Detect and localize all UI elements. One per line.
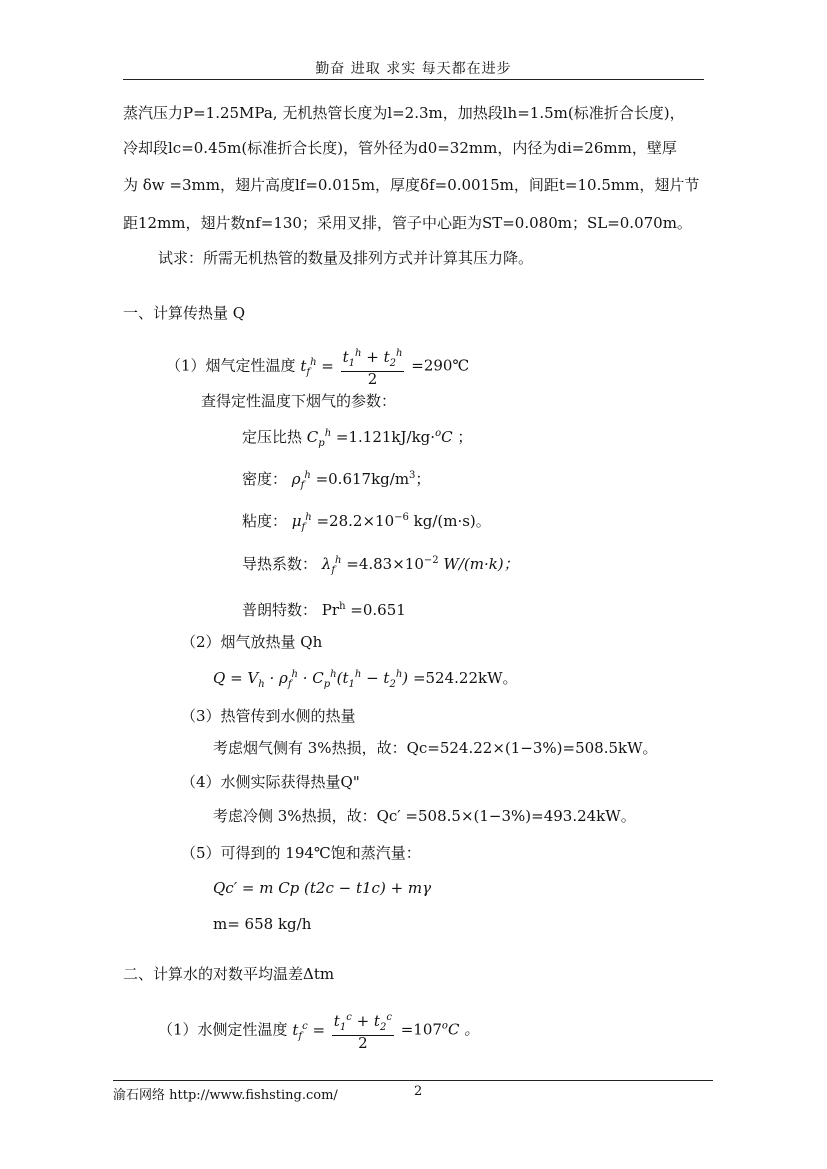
section-2-title: 二、计算水的对数平均温差Δtm — [123, 965, 335, 983]
s2-water-temp: （1）水侧定性温度 $t_f^c$ = $\frac{t_1^c + t_2^c}{2}$ $=107^oC$ 。 — [158, 1012, 480, 1052]
cp-symbol: $C_p^h$ — [306, 428, 332, 449]
cp-line: 定压比热 $C_p^h =1.121kJ/kg\cdot^oC$ ； — [242, 428, 473, 449]
s5-result: m= 658 kg/h — [213, 915, 312, 933]
conductivity-label: 导热系数： — [242, 555, 318, 573]
prandtl-value: =0.651 — [350, 601, 406, 619]
tf-symbol: $t_f^h$ = — [300, 356, 334, 378]
density-value: =0.617kg/m — [315, 470, 410, 488]
intro-line-2: 冷却段lc=0.45m(标准折合长度)，管外径为d0=32mm，内径为di=26mm，壁厚 — [123, 139, 677, 157]
s4-label: （4）水侧实际获得热量Q" — [181, 773, 360, 791]
density-label: 密度： — [242, 470, 288, 488]
intro-line-1: 蒸汽压力P=1.25MPa, 无机热管长度为l=2.3m，加热段lh=1.5m(标准折合长度)， — [123, 104, 685, 122]
s5-label: （5）可得到的 194℃饱和蒸汽量： — [181, 844, 421, 862]
fraction — [341, 346, 405, 387]
intro-line-3: 为 δw =3mm，翅片高度lf=0.015m，厚度δf=0.0015m，间距t=10.5mm，翅片节 — [123, 176, 700, 194]
s1-label: （1）烟气定性温度 — [166, 356, 296, 375]
s1-result: =290℃ — [411, 356, 470, 375]
fraction-numerator: $t_1^c + t_2^c$ — [332, 1010, 394, 1036]
viscosity-value: =28.2×10 — [316, 512, 395, 530]
footer-site: 渝石网络 http://www.fishsting.com/ — [113, 1088, 338, 1103]
section-1-title: 一、计算传热量 Q — [123, 304, 246, 322]
s2-s1-result: =107 — [400, 1020, 442, 1039]
s4-text: 考虑冷侧 3%热损，故：Qc′ =508.5×(1−3%)=493.24kW。 — [213, 807, 636, 825]
s3-text: 考虑烟气侧有 3%热损，故：Qc=524.22×(1−3%)=508.5kW。 — [213, 739, 658, 757]
cp-value: =1.121kJ/kg· — [335, 428, 436, 446]
s2-label: （2）烟气放热量 Qh — [181, 633, 323, 651]
fraction — [332, 1010, 394, 1051]
page-header: 勤奋 进取 求实 每天都在进步 — [315, 61, 512, 77]
page-number: 2 — [414, 1084, 423, 1099]
intro-question: 试求：所需无机热管的数量及排列方式并计算其压力降。 — [158, 249, 534, 267]
density-line: 密度： $\rho_f^h =0.617kg/m^3$； — [242, 470, 431, 491]
fraction-numerator: $t_1^h + t_2^h$ — [341, 346, 405, 372]
header-rule — [123, 79, 704, 80]
tfc-symbol: $t_f^c$ = — [292, 1020, 326, 1042]
s1-lookup: 查得定性温度下烟气的参数： — [201, 392, 397, 410]
prandtl-line: 普朗特数： Pr$^h$ =0.651 — [242, 601, 406, 619]
s2-s1-label: （1）水侧定性温度 — [158, 1020, 288, 1039]
conductivity-line: 导热系数： $\lambda_f^h =4.83\times 10^{-2}$ W/(m·k)； — [242, 555, 519, 576]
s2-eq-result: =524.22kW。 — [412, 669, 518, 687]
intro-line-4: 距12mm，翅片数nf=130；采用叉排，管子中心距为ST=0.080m；SL=0.070m。 — [123, 214, 692, 232]
s2-s1-unit: C 。 — [447, 1020, 480, 1039]
viscosity-line: 粘度： $\mu_f^h =28.2\times 10^{-6}$ kg/(m·s)。 — [242, 512, 491, 533]
prandtl-label: 普朗特数： — [242, 601, 318, 619]
s3-label: （3）热管传到水侧的热量 — [181, 707, 356, 725]
s5-equation: Qc′ = m Cp (t2c − t1c) + mγ — [213, 879, 432, 897]
fraction-denominator: 2 — [358, 1034, 368, 1052]
rho-symbol: $\rho_f^h$ — [291, 470, 311, 491]
s2-eq-lhs: $Q = V_h \cdot \rho_f^h \cdot C_p^h(t_1^h - t_2^h)$ — [213, 669, 409, 690]
prandtl-symbol: Pr — [321, 601, 340, 619]
cp-label: 定压比热 — [242, 428, 303, 446]
footer-rule — [113, 1080, 713, 1081]
cp-unit: $^o$C — [435, 428, 453, 446]
s2-equation — [213, 665, 518, 695]
s1-flue-temp — [166, 346, 469, 387]
viscosity-unit: kg/(m·s)。 — [413, 512, 491, 530]
fraction-denominator: 2 — [367, 370, 378, 388]
lambda-symbol: $\lambda_f^h$ — [321, 555, 342, 576]
viscosity-label: 粘度： — [242, 512, 288, 530]
conductivity-unit: W/(m·k)； — [443, 555, 519, 573]
conductivity-value: =4.83×10 — [346, 555, 424, 573]
mu-symbol: $\mu_f^h$ — [291, 512, 312, 533]
